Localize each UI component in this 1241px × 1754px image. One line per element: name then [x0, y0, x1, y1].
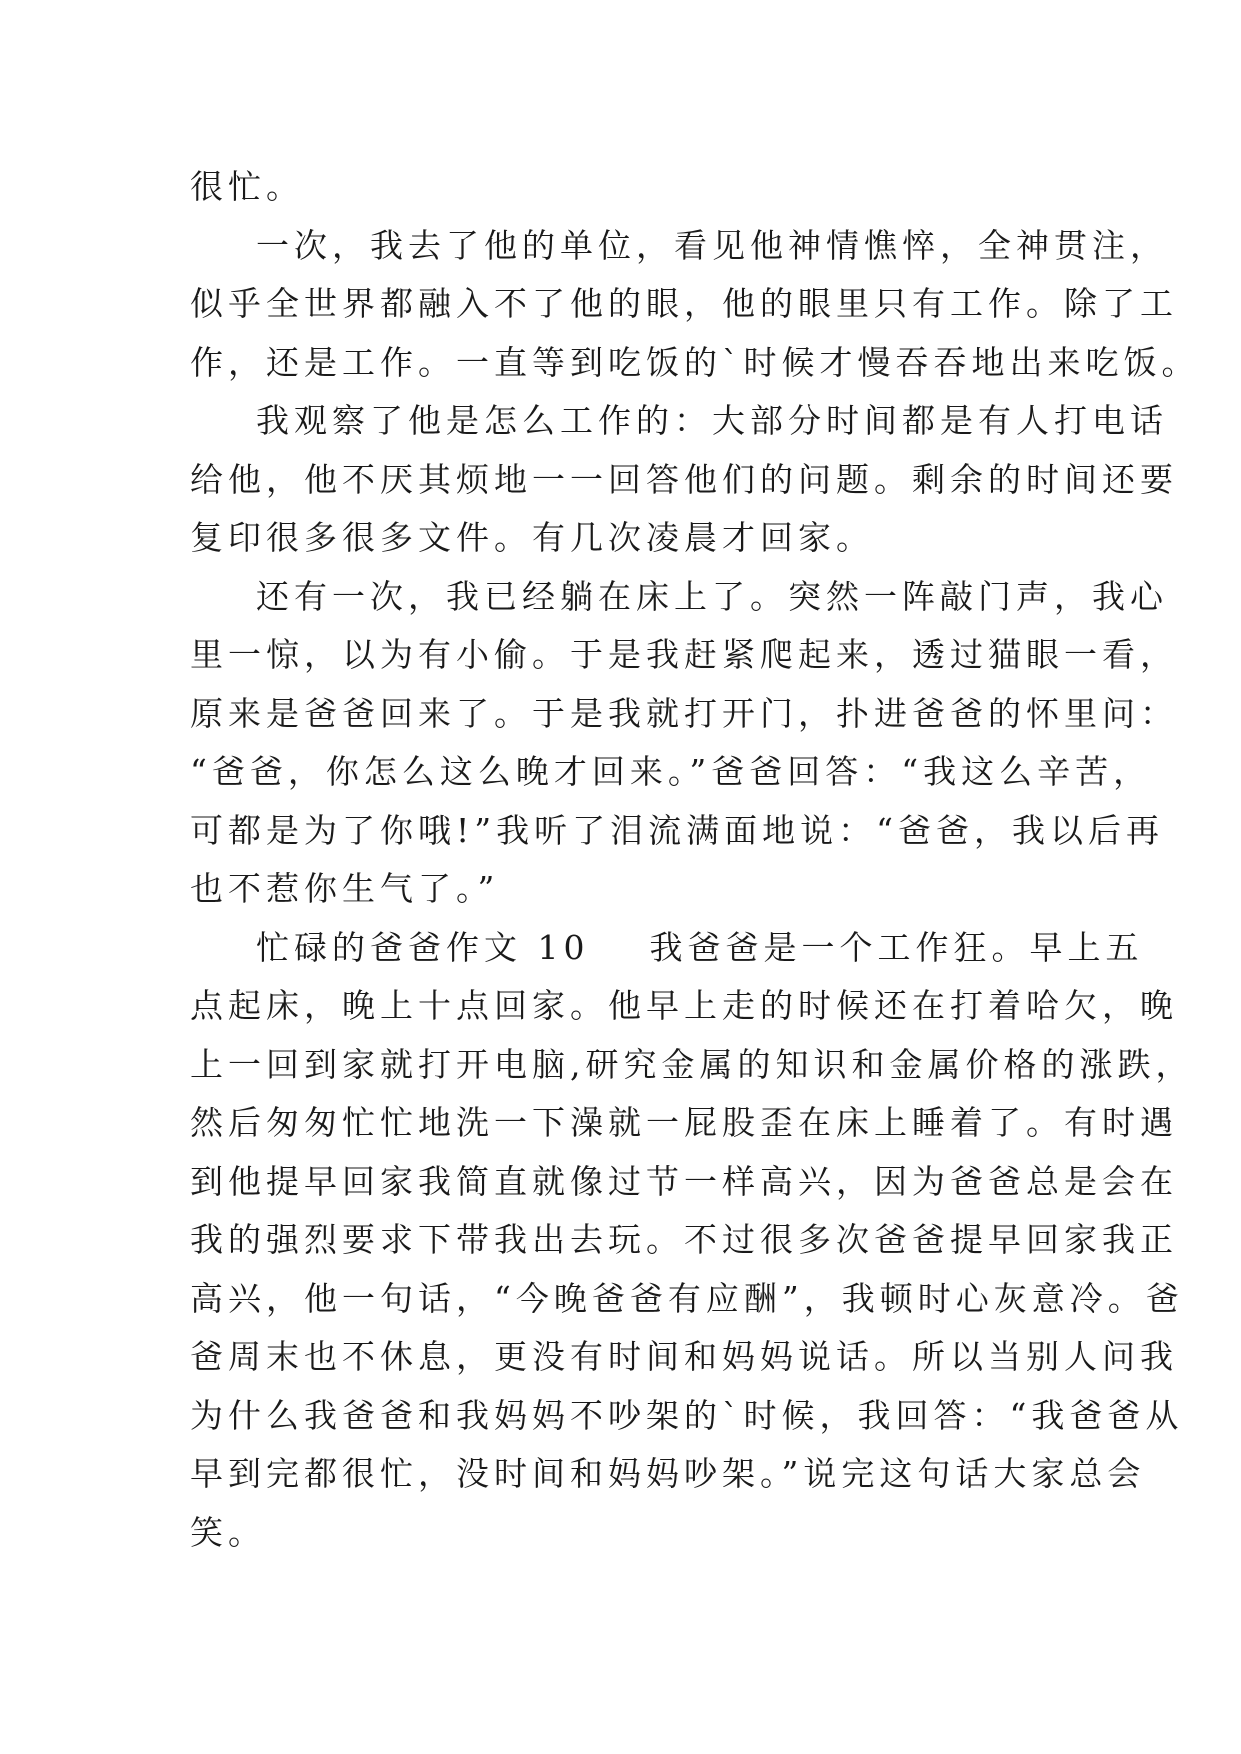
text-line: 里一惊，以为有小偷。于是我赶紧爬起来，透过猫眼一看，: [190, 635, 1178, 674]
text-line: 可都是为了你哦!”我听了泪流满面地说：“爸爸，我以后再: [190, 810, 1165, 850]
text-line: 作，还是工作。一直等到吃饭的`时候才慢吞吞地出来吃饭。: [190, 342, 1200, 382]
text-line: 到他提早回家我简直就像过节一样高兴，因为爸爸总是会在: [190, 1161, 1178, 1201]
text-line: 我观察了他是怎么工作的：大部分时间都是有人打电话: [256, 401, 1168, 440]
text-line: 给他，他不厌其烦地一一回答他们的问题。剩余的时间还要: [190, 459, 1178, 499]
essay-body: [190, 158, 1200, 1562]
essay-first-sentence: 我爸爸是一个工作狂。早上五: [649, 927, 1144, 967]
text-line: 还有一次，我已经躺在床上了。突然一阵敲门声，我心: [256, 576, 1168, 616]
text-line: 早到完都很忙，没时间和妈妈吵架。”说完这句话大家总会: [190, 1454, 1146, 1493]
text-line: 复印很多很多文件。有几次凌晨才回家。: [190, 518, 874, 557]
text-line: 笑。: [190, 1512, 266, 1552]
essay-heading-line: [190, 919, 1144, 978]
text-line: 点起床，晚上十点回家。他早上走的时候还在打着哈欠，晚: [190, 986, 1178, 1025]
text-line: 上一回到家就打开电脑,研究金属的知识和金属价格的涨跌，: [190, 1044, 1194, 1084]
essay-number: 10: [537, 927, 590, 967]
essay-title: 忙碌的爸爸作文: [256, 927, 522, 967]
text-line: 爸周末也不休息，更没有时间和妈妈说话。所以当别人问我: [190, 1337, 1178, 1376]
text-line: 为什么我爸爸和我妈妈不吵架的`时候，我回答：“我爸爸从: [190, 1395, 1184, 1435]
text-line: 原来是爸爸回来了。于是我就打开门，扑进爸爸的怀里问：: [190, 693, 1178, 733]
text-line: 很忙。: [190, 167, 304, 206]
text-line: 似乎全世界都融入不了他的眼，他的眼里只有工作。除了工: [190, 284, 1178, 323]
text-line: “爸爸，你怎么这么晚才回来。”爸爸回答：“我这么辛苦，: [190, 752, 1152, 791]
text-line: 高兴，他一句话，“今晚爸爸有应酬”，我顿时心灰意冷。爸: [190, 1278, 1184, 1318]
text-line: 我的强烈要求下带我出去玩。不过很多次爸爸提早回家我正: [190, 1220, 1178, 1259]
text-line: 也不惹你生气了。”: [190, 869, 500, 908]
text-line: 然后匆匆忙忙地洗一下澡就一屁股歪在床上睡着了。有时遇: [190, 1103, 1178, 1142]
text-line: 一次，我去了他的单位，看见他神情憔悴，全神贯注，: [256, 225, 1168, 265]
